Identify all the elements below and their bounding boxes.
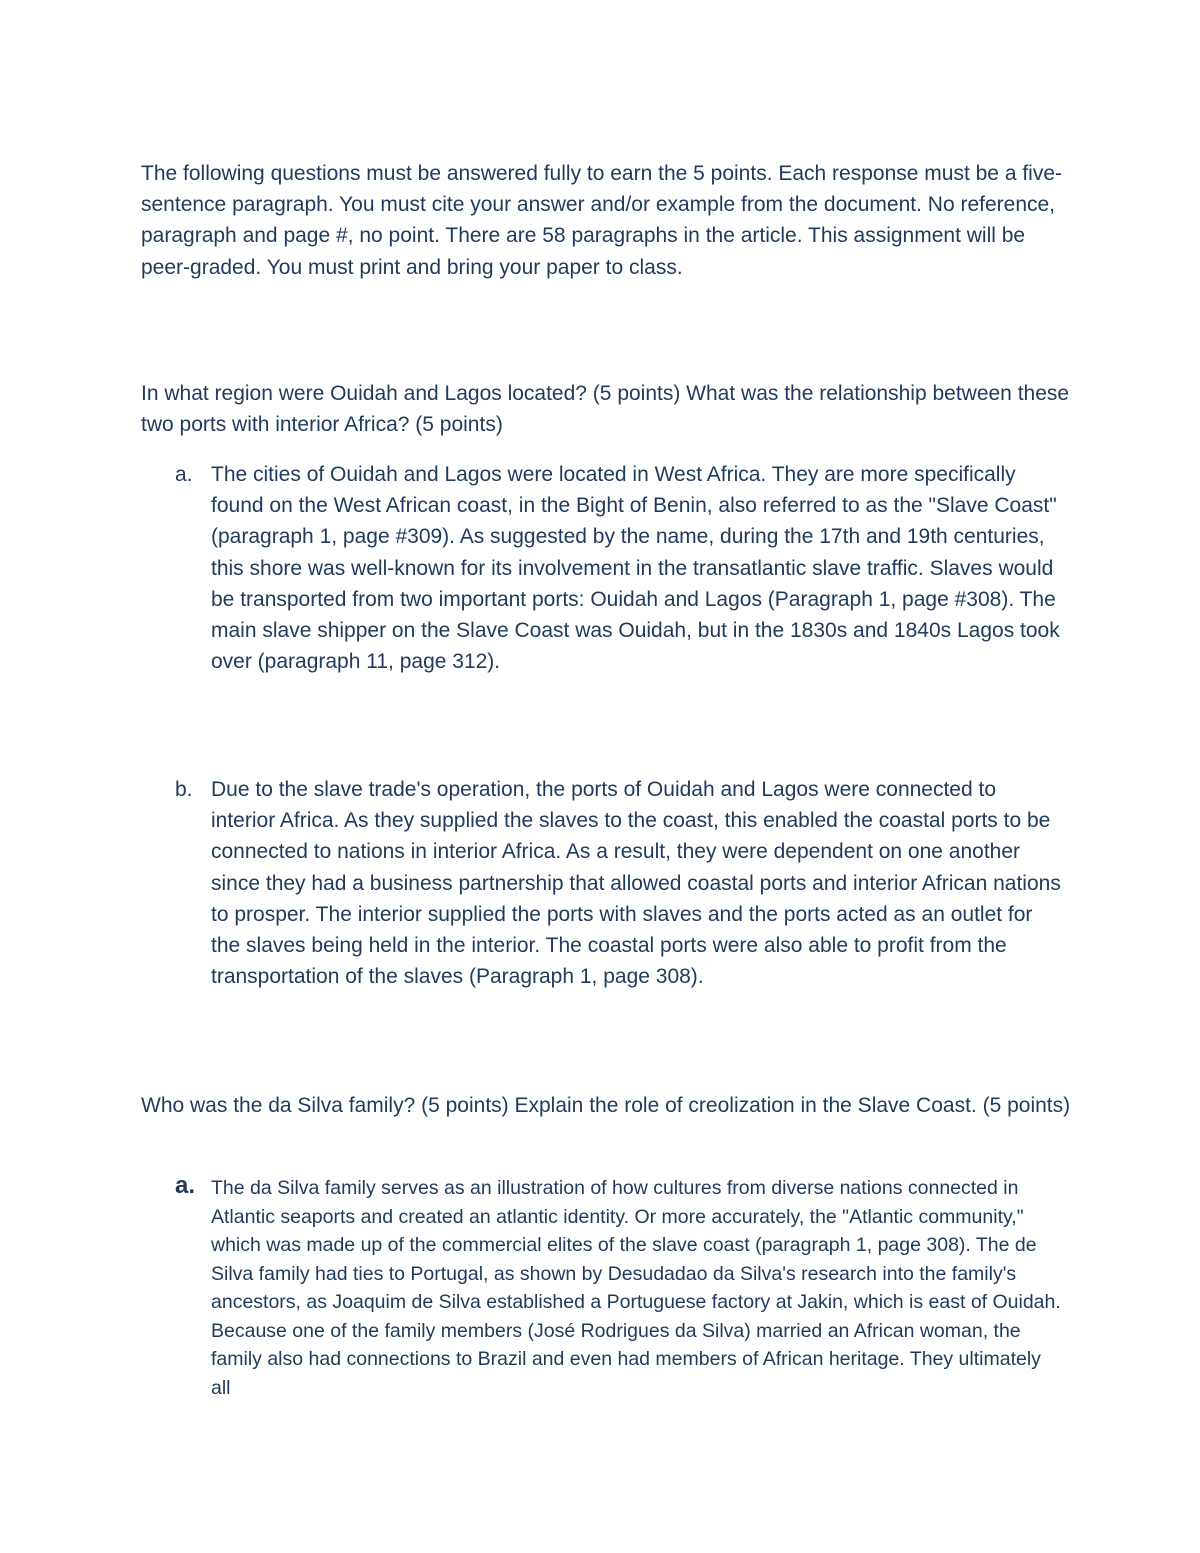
assignment-instructions: The following questions must be answered fully to earn the 5 points. Each response must be a five-sentence paragraph. You must cite your answer and/or example from the document. No reference, paragraph and page #, no point. There are 58 paragraphs in the article. This assignment will be peer-graded. You must print and bring your paper to class. bbox=[141, 162, 1063, 279]
list-marker: b. bbox=[175, 778, 193, 801]
list-marker: a. bbox=[175, 463, 193, 486]
answer-text: The cities of Ouidah and Lagos were located in West Africa. They are more specifically found on the West African coast, in the Bight of Benin, also referred to as the "Slave Coast" (paragraph 1, page #309). As suggested by the name, during the 17th and 19th centuries, this shore was well-known for its involvement in the transatlantic slave traffic. Slaves would be transported from two important ports: Ouidah and Lagos (Paragraph 1, page #308). The main slave shipper on the Slave Coast was Ouidah, but in the 1830s and 1840s Lagos took over (paragraph 11, page 312). bbox=[211, 463, 1060, 674]
question-1-prompt: In what region were Ouidah and Lagos located? (5 points) What was the relationship between these two ports with interior Africa? (5 points) bbox=[141, 382, 1070, 437]
answer-text: Due to the slave trade's operation, the ports of Ouidah and Lagos were connected to interior Africa. As they supplied the slaves to the coast, this enabled the coastal ports to be connected to nations in interior Africa. As a result, they were dependent on one another since they had a business partnership that allowed coastal ports and interior African nations to prosper. The interior supplied the ports with slaves and the ports acted as an outlet for the slaves being held in the interior. The coastal ports were also able to profit from the transportation of the slaves (Paragraph 1, page 308). bbox=[211, 778, 1061, 989]
list-marker: a. bbox=[175, 1172, 196, 1199]
question-2-prompt: Who was the da Silva family? (5 points) Explain the role of creolization in the Slave Coast. (5 points) bbox=[141, 1094, 1071, 1117]
answer-text: The da Silva family serves as an illustration of how cultures from diverse nations connected in Atlantic seaports and created an atlantic identity. Or more accurately, the "Atlantic community," which was made up of the commercial elites of the slave coast (paragraph 1, page 308). The de Silva family had ties to Portugal, as shown by Desudadao da Silva's research into the family's ancestors, as Joaquim de Silva established a Portuguese factory at Jakin, which is east of Ouidah. Because one of the family members (José Rodrigues da Silva) married an African woman, the family also had connections to Brazil and even had members of African heritage. They ultimately all bbox=[211, 1177, 1061, 1399]
